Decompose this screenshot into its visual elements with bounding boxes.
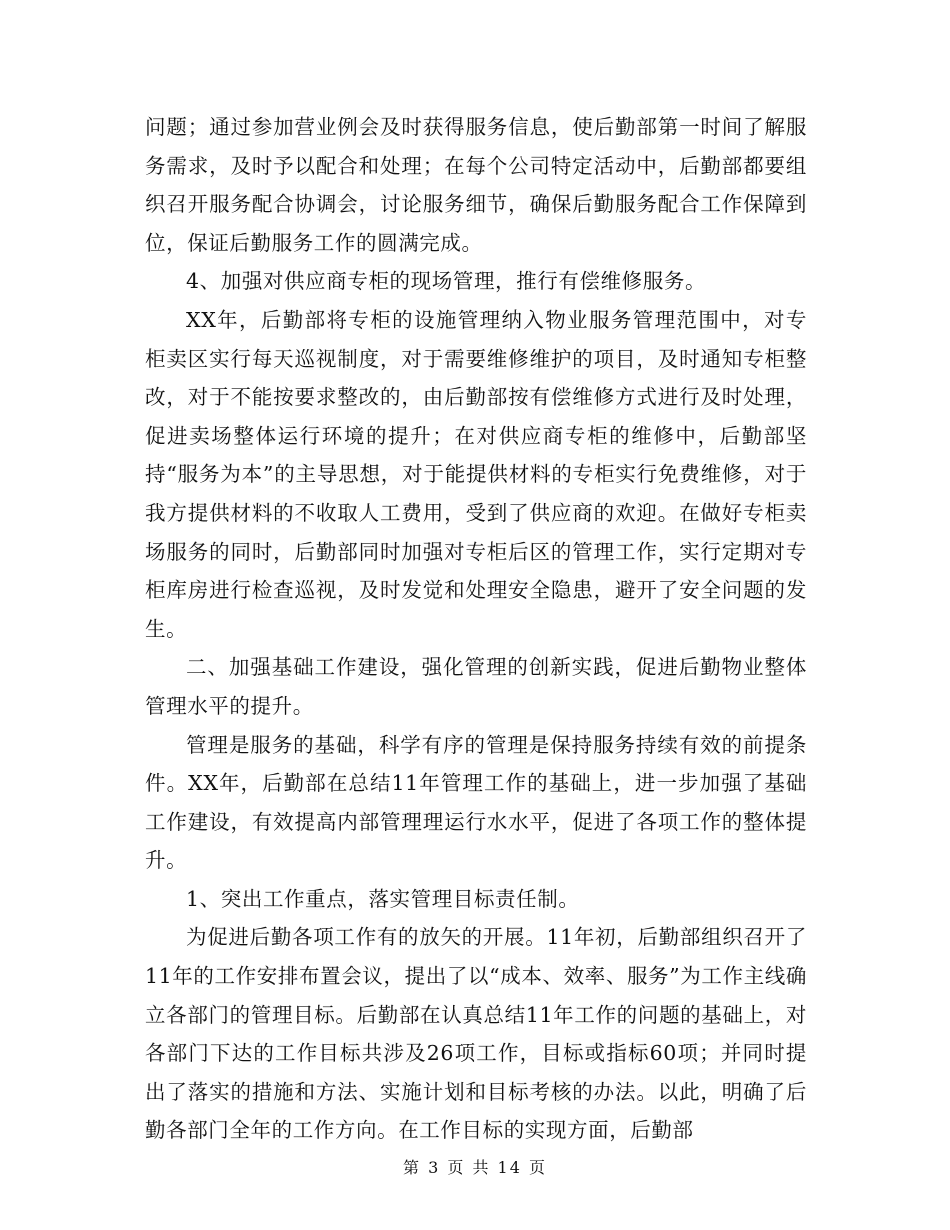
- paragraph-continued: 问题；通过参加营业例会及时获得服务信息，使后勤部第一时间了解服务需求，及时予以配合和处理；在每个公司特定活动中，后勤部都要组织召开服务配合协调会，讨论服务细节，确保后勤服务配合工作保障到位，保证后勤服务工作的圆满完成。: [145, 115, 807, 255]
- section-heading-2: 二、加强基础工作建设，强化管理的创新实践，促进后勤物业整体管理水平的提升。: [145, 655, 807, 718]
- paragraph-heading-1: 1、突出工作重点，落实管理目标责任制。: [186, 886, 580, 911]
- page-number-footer: 第 3 页 共 14 页: [403, 1158, 547, 1177]
- document-body: [145, 108, 807, 1150]
- paragraph: 为促进后勤各项工作有的放矢的开展。11年初，后勤部组织召开了11年的工作安排布置会议，提出了以“成本、效率、服务”为工作主线确立各部门的管理目标。后勤部在认真总结11年工作的问题的基础上，对各部门下达的工作目标共涉及26项工作，目标或指标60项；并同时提出了落实的措施和方法、实施计划和目标考核的办法。以此，明确了后勤各部门全年的工作方向。在工作目标的实现方面，后勤部: [145, 925, 807, 1143]
- paragraph: XX年，后勤部将专柜的设施管理纳入物业服务管理范围中，对专柜卖区实行每天巡视制度，对于需要维修维护的项目，及时通知专柜整改，对于不能按要求整改的，由后勤部按有偿维修方式进行及时处理，促进卖场整体运行环境的提升；在对供应商专柜的维修中，后勤部坚持“服务为本”的主导思想，对于能提供材料的专柜实行免费维修，对于我方提供材料的不收取人工费用，受到了供应商的欢迎。在做好专柜卖场服务的同时，后勤部同时加强对专柜后区的管理工作，实行定期对专柜库房进行检查巡视，及时发觉和处理安全隐患，避开了安全问题的发生。: [145, 307, 807, 641]
- paragraph: 管理是服务的基础，科学有序的管理是保持服务持续有效的前提条件。XX年，后勤部在总结11年管理工作的基础上，进一步加强了基础工作建设，有效提高内部管理理运行水水平，促进了各项工作的整体提升。: [145, 732, 807, 873]
- paragraph-heading-4: 4、加强对供应商专柜的现场管理，推行有偿维修服务。: [186, 269, 707, 294]
